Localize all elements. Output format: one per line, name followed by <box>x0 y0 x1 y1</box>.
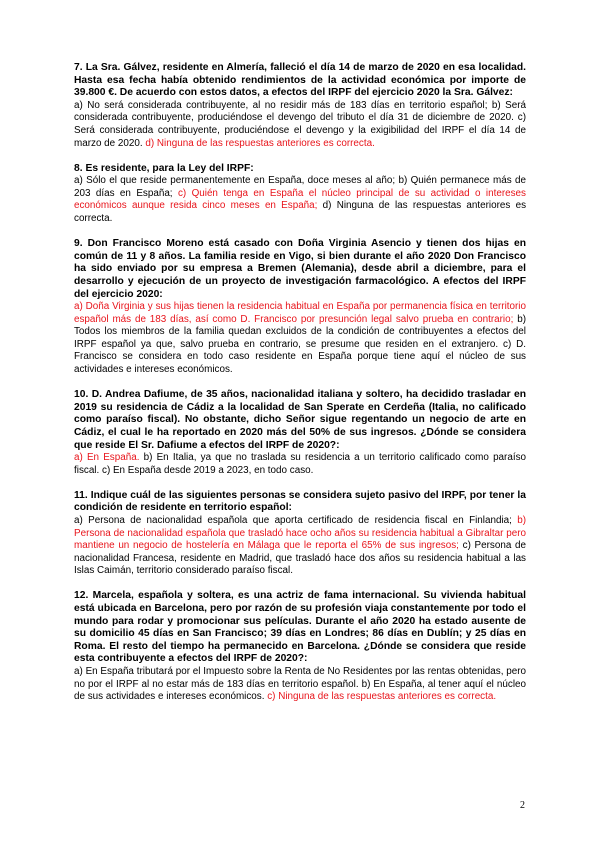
question-title: 9. Don Francisco Moreno está casado con Doña Virginia Asencio y tienen dos hijas en común de 11 y 8 años. La familia reside en Vigo, si bien durante el año 2020 Don Francisco ha sido enviado por su empresa a Bremen (Alemania), desde abril a diciembre, para el desarrollo y ejecución de un proyecto de investigación farmacológico. A efectos del IRPF del ejercicio 2020: <box>74 238 526 300</box>
answer-a: a) Persona de nacionalidad española que aporta certificado de residencia fiscal en Finlandia; <box>74 515 518 526</box>
page-number: 2 <box>520 800 525 811</box>
answer-c: c) Persona de nacionalidad Francesa, residente en Madrid, que trasladó hace dos años su residencia habitual a las Islas Caimán, territorio considerado paraíso fiscal. <box>74 540 526 577</box>
answer-b: b) Será considerada contribuyente, produciéndose el devengo del tributo el día 31 de diciembre de 2020. <box>74 99 526 124</box>
question-title: 7. La Sra. Gálvez, residente en Almería, falleció el día 14 de marzo de 2020 en esa localidad. Hasta esa fecha había obtenido rendimientos de la actividad económica por importe de 39.800 €. De acuerdo con estos datos, a efectos del IRPF del ejercicio 2020 la Sra. Gálvez: <box>74 62 526 99</box>
answer-a: a) Sólo el que reside permanentemente en España, doce meses al año; <box>74 175 399 187</box>
answer-a: a) No será considerada contribuyente, al no residir más de 183 días en territorio español; <box>74 99 492 111</box>
question-title: 11. Indique cuál de las siguientes personas se considera sujeto pasivo del IRPF, por tener la condición de residente en territorio español: <box>74 489 526 514</box>
question-answers <box>74 100 526 150</box>
document-page <box>74 62 526 716</box>
question-10 <box>74 389 526 477</box>
question-9 <box>74 238 526 377</box>
answer-c: c) Será considerada contribuyente, produciéndose el devengo y la exigibilidad del IRPF el día 14 de marzo de 2020. <box>74 112 526 149</box>
answer-d: d) Ninguna de las respuestas anteriores es correcta. <box>74 200 527 225</box>
question-answers <box>74 175 526 225</box>
question-11 <box>74 490 526 578</box>
answer-c-correct: c) Quién tenga en España el núcleo principal de su actividad o intereses económicos aunque resida cinco meses en España; <box>74 187 526 212</box>
question-title: 8. Es residente, para la Ley del IRPF: <box>74 162 254 174</box>
question-answers <box>74 452 526 477</box>
question-title: 10. D. Andrea Dafiume, de 35 años, nacionalidad italiana y soltero, ha decidido trasladar en 2019 su residencia de Cádiz a la localidad de San Sperate en Cerdeña (Italia, no calificado como paraíso fiscal). No obstante, dicho Señor sigue regentando un negocio de arte en Cádiz, el cual le ha reportado en 2020 más del 50% de sus ingresos. ¿Dónde se considera que reside El Sr. Dafiume a efectos del IRPF de 2020?: <box>74 389 526 451</box>
answer-c: c) En España desde 2019 a 2023, en todo caso. <box>102 464 314 476</box>
answer-b: b) En España, al tener aquí el núcleo de sus actividades e intereses económicos. <box>74 678 526 703</box>
answer-a-correct: a) En España. <box>74 452 144 464</box>
answer-b: b) Todos los miembros de la familia quedan excluidos de la condición de contribuyentes a efectos del IRPF español ya que, salvo prueba en contrario, se presume que residen en el extranjero. <box>74 313 526 350</box>
question-title: 12. Marcela, española y soltera, es una actriz de fama internacional. Su vivienda habitual está ubicada en Barcelona, pero por razón de su profesión viaja constantemente por todo el mundo para rodar y promocionar sus películas. Durante el año 2020 ha estado ausente de su domicilio 45 días en San Francisco; 39 días en Londres; 86 días en Dublín; y 25 días en Roma. El resto del tiempo ha permanecido en Barcelona. ¿Dónde se considera que reside esta contribuyente a efectos del IRPF de 2020?: <box>74 590 526 665</box>
answer-b-correct: b) Persona de nacionalidad española que trasladó hace ocho años su residencia habitual a Gibraltar pero mantiene un negocio de hostelería en Málaga que le reporta el 65% de sus ingresos; <box>74 515 526 552</box>
answer-a: a) En España tributará por el Impuesto sobre la Renta de No Residentes por las rentas obtenidas, pero no por el IRPF al no estar más de 183 días en territorio español. <box>74 666 526 690</box>
answer-a-correct: a) Doña Virginia y sus hijas tienen la residencia habitual en España por permanencia física en territorio español más de 183 días, así como D. Francisco por presunción legal salvo prueba en contrario; <box>74 301 526 325</box>
question-8 <box>74 163 526 226</box>
answer-b: b) En Italia, ya que no traslada su residencia a un territorio calificado como paraíso fiscal. <box>74 452 527 476</box>
answer-c: c) D. Francisco se considera en todo caso residente en España porque tiene aquí el núcleo de sus actividades e intereses económicos. <box>74 338 526 376</box>
question-answers <box>74 515 526 578</box>
answer-c-correct: c) Ninguna de las respuestas anteriores es correcta. <box>267 691 497 703</box>
answer-d-correct: d) Ninguna de las respuestas anteriores es correcta. <box>145 137 375 149</box>
question-7 <box>74 62 526 150</box>
question-12 <box>74 590 526 703</box>
question-answers <box>74 301 526 377</box>
question-answers <box>74 666 526 704</box>
answer-b: b) Quién permanece más de 203 días en España; <box>74 175 526 199</box>
